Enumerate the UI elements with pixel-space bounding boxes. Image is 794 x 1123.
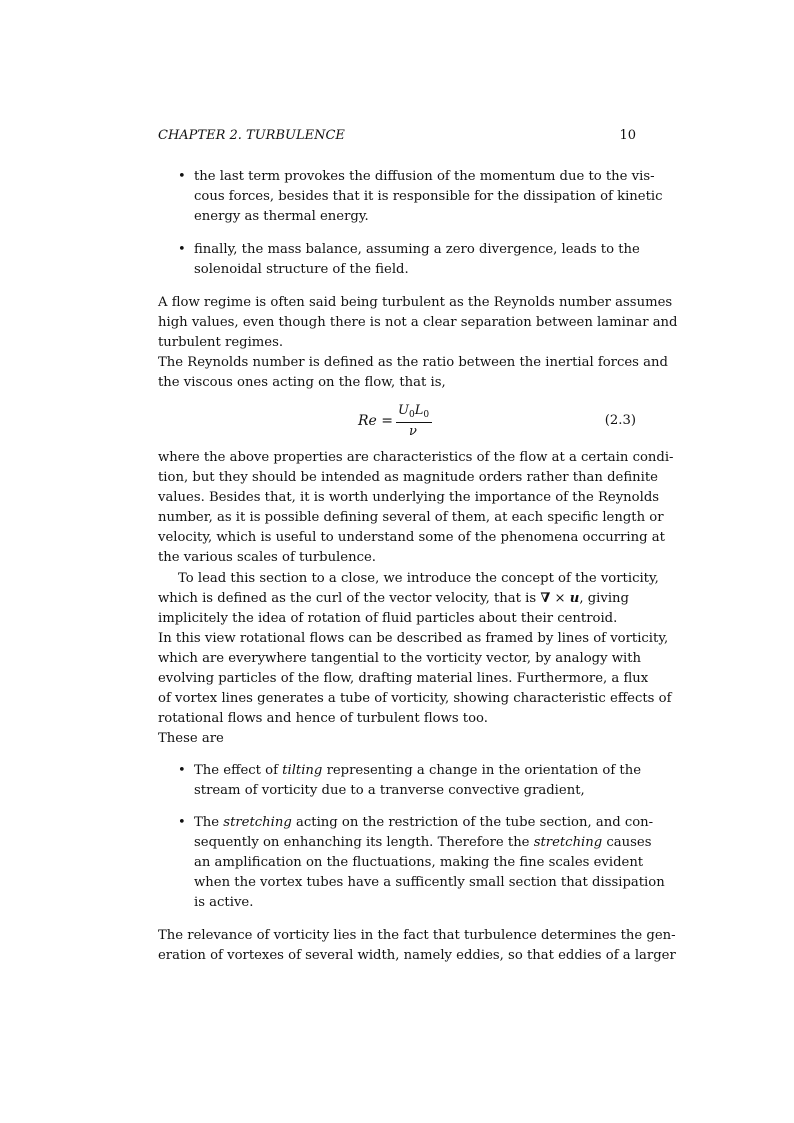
para3-line2: which is defined as the curl of the vector velocity, that is ∇ × u, giving: [158, 591, 629, 606]
bullet1-line3: energy as thermal energy.: [194, 209, 369, 224]
para3-line6: evolving particles of the flow, drafting material lines. Furthermore, a flux: [158, 671, 649, 686]
bullet1-line2: cous forces, besides that it is responsible for the dissipation of kinetic: [194, 189, 663, 204]
bullet2-line1: finally, the mass balance, assuming a zero divergence, leads to the: [194, 242, 640, 257]
para1-line4: The Reynolds number is defined as the ratio between the inertial forces and: [158, 355, 668, 370]
para3-line3: implicitely the idea of rotation of fluid particles about their centroid.: [158, 611, 618, 626]
bullet2-line2: solenoidal structure of the field.: [194, 262, 409, 277]
running-header: [158, 128, 636, 146]
fraction-bar: [396, 422, 432, 423]
para2-line6: the various scales of turbulence.: [158, 550, 376, 565]
para4-line2: eration of vortexes of several width, namely eddies, so that eddies of a larger: [158, 948, 676, 963]
velocity-symbol: u: [569, 591, 580, 606]
para3-line4: In this view rotational flows can be described as framed by lines of vorticity,: [158, 631, 669, 646]
para2-line5: velocity, which is useful to understand some of the phenomena occurring at: [158, 530, 665, 545]
bullet4-line1: The stretching acting on the restriction of the tube section, and con-: [194, 815, 654, 830]
equation-lhs: Re =: [358, 413, 394, 429]
para2-line3: values. Besides that, it is worth underlying the importance of the Reynolds: [158, 490, 660, 505]
para3-line1: To lead this section to a close, we introduce the concept of the vorticity,: [178, 571, 659, 586]
bullet-icon: •: [178, 815, 186, 830]
para2-line2: tion, but they should be intended as magnitude orders rather than definite: [158, 470, 658, 485]
bullet3-line2: stream of vorticity due to a tranverse convective gradient,: [194, 783, 585, 798]
para2-line1: where the above properties are characteristics of the flow at a certain condi-: [158, 450, 674, 465]
equation-number: (2.3): [604, 413, 636, 428]
para1-line2: high values, even though there is not a clear separation between laminar and: [158, 315, 678, 330]
bullet4-line3: an amplification on the fluctuations, making the fine scales evident: [194, 855, 644, 870]
bullet3-line1: The effect of tilting representing a change in the orientation of the: [194, 763, 642, 778]
para4-line1: The relevance of vorticity lies in the fact that turbulence determines the gen-: [158, 928, 676, 943]
para3-line7: of vortex lines generates a tube of vorticity, showing characteristic effects of: [158, 691, 672, 706]
para1-line5: the viscous ones acting on the flow, that is,: [158, 375, 446, 390]
para3-line9: These are: [158, 731, 224, 746]
equation-denominator: ν: [409, 424, 417, 439]
bullet4-line5: is active.: [194, 895, 254, 910]
para2-line4: number, as it is possible defining several of them, at each specific length or: [158, 510, 664, 525]
bullet4-line2: sequently on enhanching its length. Therefore the stretching causes: [194, 835, 652, 850]
bullet4-line4: when the vortex tubes have a sufficently small section that dissipation: [194, 875, 665, 890]
equation-numerator: $U_0L_0$: [398, 403, 430, 420]
para1-line3: turbulent regimes.: [158, 335, 284, 350]
bullet1-line1: the last term provokes the diffusion of the momentum due to the vis-: [194, 169, 655, 184]
nabla-symbol: ∇: [540, 591, 551, 606]
para1-line1: A flow regime is often said being turbulent as the Reynolds number assumes: [158, 295, 673, 310]
page-number: 10: [619, 128, 636, 143]
bullet-icon: •: [178, 242, 186, 257]
para3-line5: which are everywhere tangential to the vorticity vector, by analogy with: [158, 651, 642, 666]
bullet-icon: •: [178, 169, 186, 184]
chapter-title: CHAPTER 2. TURBULENCE: [158, 128, 345, 143]
para3-line8: rotational flows and hence of turbulent flows too.: [158, 711, 488, 726]
bullet-icon: •: [178, 763, 186, 778]
